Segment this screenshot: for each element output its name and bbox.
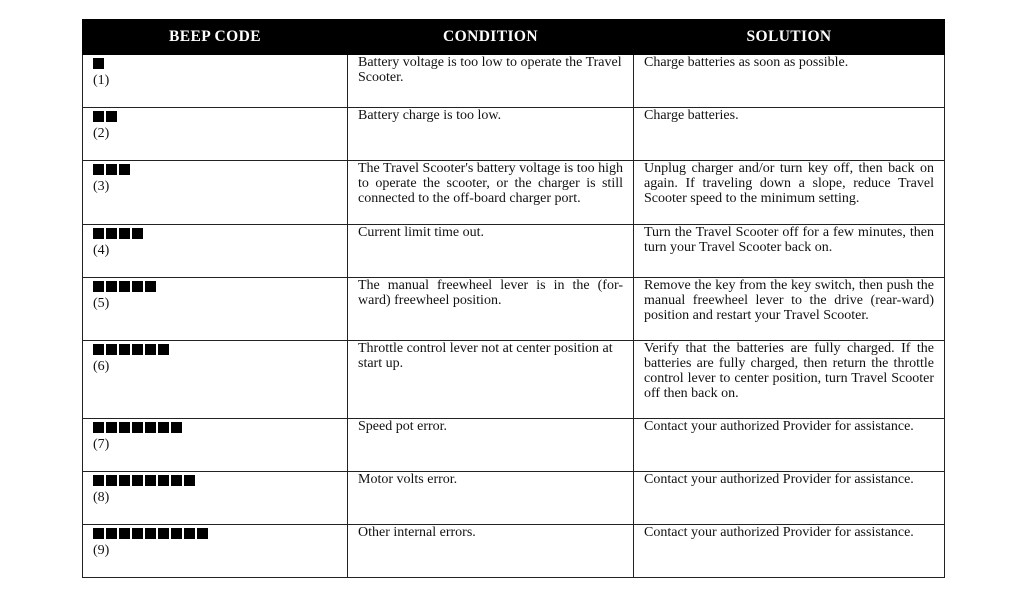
beep-square — [158, 528, 169, 539]
beep-square — [106, 528, 117, 539]
beep-squares — [93, 472, 337, 486]
condition-cell: Battery charge is too low. — [348, 108, 634, 161]
beep-square — [119, 228, 130, 239]
beep-square — [145, 422, 156, 433]
table-row — [83, 472, 945, 525]
beep-number: (9) — [93, 543, 110, 558]
beep-square — [119, 281, 130, 292]
solution-cell: Contact your authorized Provider for assistance. — [634, 472, 945, 525]
solution-cell: Turn the Travel Scooter off for a few minutes, then turn your Travel Scooter back on. — [634, 225, 945, 278]
condition-cell: Throttle control lever not at center position at start up. — [348, 341, 634, 419]
beep-square — [106, 475, 117, 486]
beep-number: (8) — [93, 490, 110, 505]
beep-code-cell — [83, 472, 348, 525]
table-row — [83, 419, 945, 472]
beep-code-cell — [83, 108, 348, 161]
beep-square — [106, 344, 117, 355]
beep-square — [132, 528, 143, 539]
beep-code-cell — [83, 419, 348, 472]
beep-square — [184, 475, 195, 486]
beep-number: (6) — [93, 359, 110, 374]
beep-squares — [93, 55, 337, 69]
beep-square — [93, 164, 104, 175]
beep-square — [132, 281, 143, 292]
solution-cell: Remove the key from the key switch, then push the manual freewheel lever to the drive (rear-ward) position and restart your Travel Scooter. — [634, 278, 945, 341]
table-row — [83, 525, 945, 578]
beep-square — [132, 228, 143, 239]
table-header-row — [83, 20, 945, 55]
beep-square — [197, 528, 208, 539]
beep-square — [132, 344, 143, 355]
beep-square — [93, 111, 104, 122]
beep-code-cell — [83, 341, 348, 419]
beep-square — [171, 528, 182, 539]
beep-square — [93, 228, 104, 239]
beep-squares — [93, 225, 337, 239]
beep-square — [93, 475, 104, 486]
beep-square — [119, 475, 130, 486]
beep-code-cell — [83, 161, 348, 225]
beep-number: (5) — [93, 296, 110, 311]
beep-squares — [93, 419, 337, 433]
beep-squares — [93, 341, 337, 355]
solution-cell: Contact your authorized Provider for assistance. — [634, 525, 945, 578]
beep-number: (1) — [93, 73, 110, 88]
beep-square — [93, 528, 104, 539]
solution-cell: Charge batteries as soon as possible. — [634, 55, 945, 108]
beep-squares — [93, 161, 337, 175]
beep-code-cell — [83, 278, 348, 341]
beep-code-cell — [83, 525, 348, 578]
condition-cell: Current limit time out. — [348, 225, 634, 278]
beep-squares — [93, 278, 337, 292]
beep-code-cell — [83, 55, 348, 108]
beep-square — [119, 164, 130, 175]
table-row — [83, 341, 945, 419]
table-row — [83, 278, 945, 341]
beep-code-table — [82, 19, 945, 578]
header-condition: CONDITION — [348, 20, 634, 55]
beep-square — [171, 422, 182, 433]
solution-cell: Contact your authorized Provider for assistance. — [634, 419, 945, 472]
beep-square — [132, 422, 143, 433]
beep-square — [158, 344, 169, 355]
beep-square — [132, 475, 143, 486]
beep-number: (7) — [93, 437, 110, 452]
beep-square — [158, 475, 169, 486]
beep-number: (2) — [93, 126, 110, 141]
beep-square — [119, 528, 130, 539]
beep-square — [119, 344, 130, 355]
table-row — [83, 55, 945, 108]
header-beep-code: BEEP CODE — [83, 20, 348, 55]
table-row — [83, 108, 945, 161]
condition-cell: The manual freewheel lever is in the (for-ward) freewheel position. — [348, 278, 634, 341]
table-row — [83, 225, 945, 278]
beep-square — [93, 422, 104, 433]
condition-cell: Battery voltage is too low to operate the Travel Scooter. — [348, 55, 634, 108]
beep-square — [93, 58, 104, 69]
condition-cell: Speed pot error. — [348, 419, 634, 472]
header-solution: SOLUTION — [634, 20, 945, 55]
beep-square — [184, 528, 195, 539]
beep-square — [93, 344, 104, 355]
beep-square — [158, 422, 169, 433]
beep-square — [106, 228, 117, 239]
beep-number: (4) — [93, 243, 110, 258]
beep-square — [145, 281, 156, 292]
beep-square — [145, 475, 156, 486]
beep-square — [106, 164, 117, 175]
beep-square — [145, 344, 156, 355]
beep-square — [106, 111, 117, 122]
solution-cell: Unplug charger and/or turn key off, then back on again. If traveling down a slope, reduce Travel Scooter speed to the minimum setting. — [634, 161, 945, 225]
solution-cell: Verify that the batteries are fully charged. If the batteries are fully charged, then return the throttle control lever to center position, turn Travel Scooter off then back on. — [634, 341, 945, 419]
condition-cell: Other internal errors. — [348, 525, 634, 578]
beep-square — [106, 281, 117, 292]
beep-square — [93, 281, 104, 292]
beep-square — [106, 422, 117, 433]
condition-cell: The Travel Scooter's battery voltage is too high to operate the scooter, or the charger is still connected to the off-board charger port. — [348, 161, 634, 225]
condition-cell: Motor volts error. — [348, 472, 634, 525]
beep-number: (3) — [93, 179, 110, 194]
beep-code-cell — [83, 225, 348, 278]
solution-cell: Charge batteries. — [634, 108, 945, 161]
table-row — [83, 161, 945, 225]
beep-square — [145, 528, 156, 539]
beep-squares — [93, 525, 337, 539]
beep-square — [119, 422, 130, 433]
beep-squares — [93, 108, 337, 122]
beep-square — [171, 475, 182, 486]
